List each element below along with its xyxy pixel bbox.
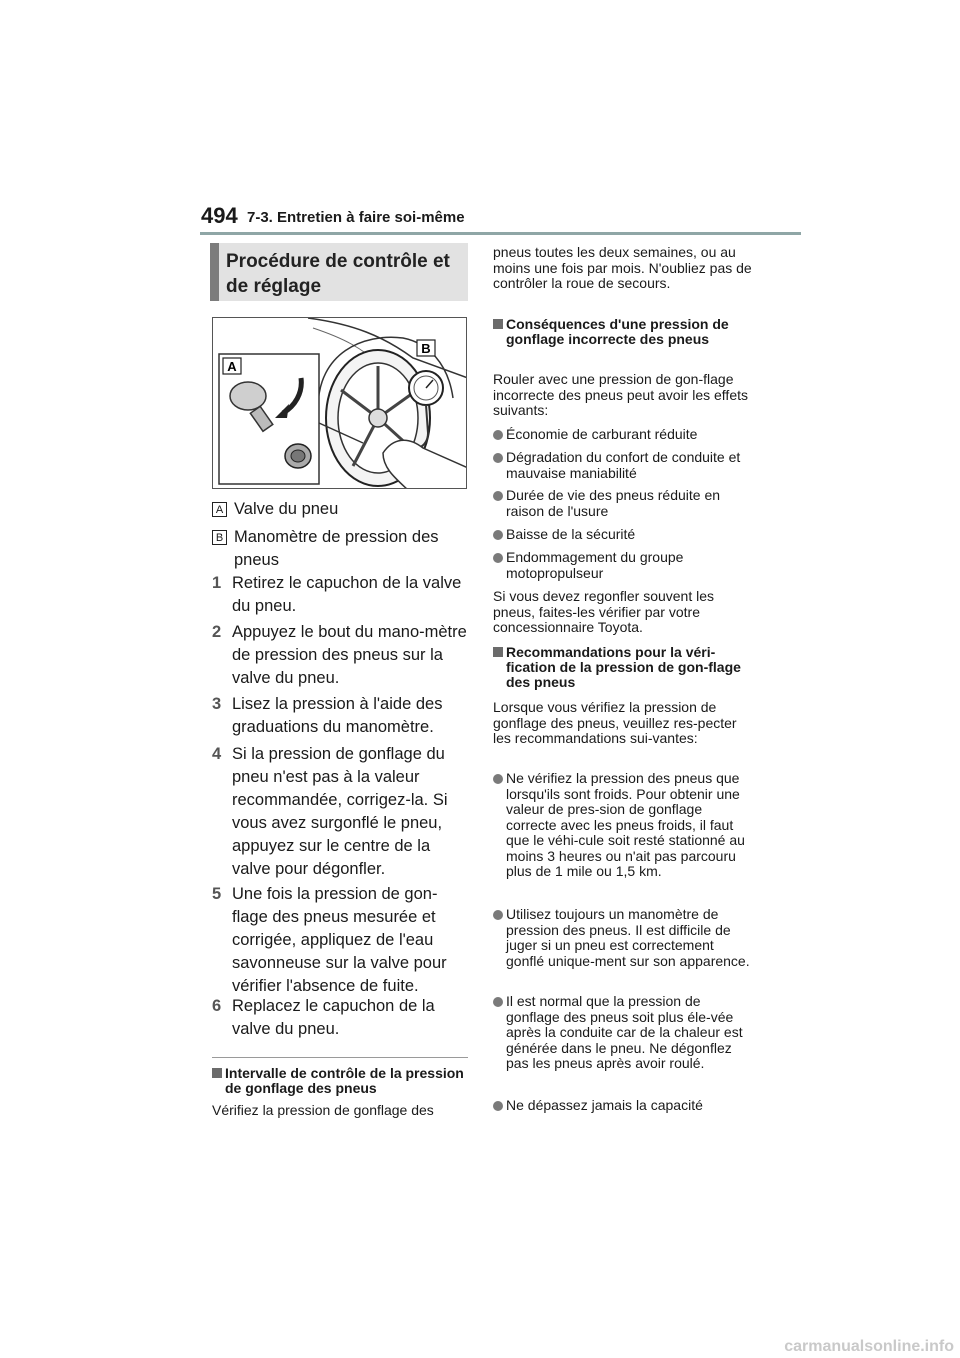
step-text: Retirez le capuchon de la valve du pneu.: [232, 574, 462, 615]
header-rule: [200, 232, 801, 235]
list-item-text: Durée de vie des pneus réduite en raison de l'usure: [506, 487, 721, 519]
figure-label-b: B: [421, 341, 431, 356]
list-item-text: Ne dépassez jamais la capacité: [506, 1097, 703, 1113]
bullet-icon: [493, 1101, 503, 1111]
square-bullet-icon: [493, 319, 503, 329]
legend-tag-b: B: [212, 530, 227, 545]
section-divider: [212, 1057, 468, 1058]
paragraph: Rouler avec une pression de gon-flage incorrecte des pneus peut avoir les effets suivants:: [493, 371, 749, 418]
list-item-text: Ne vérifiez la pression des pneus que lorsqu'ils sont froids. Pour obtenir une valeur de pres-sion de gonflage correcte avec les pneus froids, il faut que le véhi-cule soit resté stationné au moins 3 heures ou n'ait pas parcouru plus de 1 mile ou 1,5 km.: [506, 770, 745, 879]
paragraph: Vérifiez la pression de gonflage des: [212, 1102, 434, 1118]
step-number: 4: [212, 745, 222, 763]
step-number: 6: [212, 997, 222, 1015]
list-item-text: Endommagement du groupe motopropulseur: [506, 549, 684, 581]
step-text: Une fois la pression de gon-flage des pneus mesurée et corrigée, appliquez de l'eau savonneuse sur la valve pour vérifier l'absence de fuite.: [232, 885, 447, 995]
subheading-text: Intervalle de contrôle de la pression de gonflage des pneus: [225, 1065, 464, 1096]
paragraph: Si vous devez regonfler souvent les pneus, faites-les vérifier par votre concessionnaire Toyota.: [493, 588, 715, 635]
list-item-text: Il est normal que la pression de gonflage des pneus soit plus éle-vée après la conduite car de la chaleur est générée dans le pneu. Ne dégonflez pas les pneus après avoir roulé.: [506, 993, 743, 1071]
tire-pressure-figure: [212, 317, 467, 489]
square-bullet-icon: [493, 647, 503, 657]
bullet-icon: [493, 774, 503, 784]
bullet-icon: [493, 910, 503, 920]
heading-bar: [210, 243, 219, 301]
step-text: Si la pression de gonflage du pneu n'est pas à la valeur recommandée, corrigez-la. Si vous avez surgonflé le pneu, appuyez sur le centre de la valve pour dégonfler.: [232, 745, 448, 878]
list-item-text: Économie de carburant réduite: [506, 426, 698, 442]
paragraph: Lorsque vous vérifiez la pression de gonflage des pneus, veuillez res-pecter les recommandations sui-vantes:: [493, 699, 737, 746]
list-item-text: Dégradation du confort de conduite et mauvaise maniabilité: [506, 449, 741, 481]
bullet-icon: [493, 491, 503, 501]
step-number: 3: [212, 695, 222, 713]
list-item-text: Utilisez toujours un manomètre de pression des pneus. Il est difficile de juger si un pneu est correctement gonflé unique-ment sur son apparence.: [506, 906, 750, 969]
bullet-icon: [493, 997, 503, 1007]
step-text: Lisez la pression à l'aide des graduations du manomètre.: [232, 695, 443, 736]
square-bullet-icon: [212, 1068, 222, 1078]
bullet-icon: [493, 453, 503, 463]
bullet-icon: [493, 530, 503, 540]
step-number: 1: [212, 574, 222, 592]
tire-gauge-illustration: [213, 318, 467, 489]
subheading-text: Conséquences d'une pression de gonflage incorrecte des pneus: [506, 316, 729, 347]
section-heading: Procédure de contrôle et de réglage: [226, 251, 450, 297]
paragraph: pneus toutes les deux semaines, ou au moins une fois par mois. N'oubliez pas de contrôler la roue de secours.: [493, 244, 752, 291]
legend-text-b: Manomètre de pression des pneus: [234, 528, 439, 569]
legend-text-a: Valve du pneu: [234, 500, 339, 518]
figure-label-a: A: [227, 359, 237, 374]
step-number: 5: [212, 885, 222, 903]
step-number: 2: [212, 623, 222, 641]
legend-item-b: [212, 526, 464, 569]
legend-item-a: [212, 498, 464, 521]
watermark: carmanualsonline.info: [784, 1338, 954, 1355]
list-item-text: Baisse de la sécurité: [506, 526, 636, 542]
subheading-text: Recommandations pour la véri-fication de la pression de gon-flage des pneus: [506, 644, 741, 690]
section-title: 7-3. Entretien à faire soi-même: [247, 209, 465, 226]
legend-tag-a: A: [212, 502, 227, 517]
page-number: 494: [201, 203, 238, 228]
bullet-icon: [493, 430, 503, 440]
bullet-icon: [493, 553, 503, 563]
step-text: Appuyez le bout du mano-mètre de pression des pneus sur la valve du pneu.: [232, 623, 467, 687]
step-text: Replacez le capuchon de la valve du pneu.: [232, 997, 435, 1038]
